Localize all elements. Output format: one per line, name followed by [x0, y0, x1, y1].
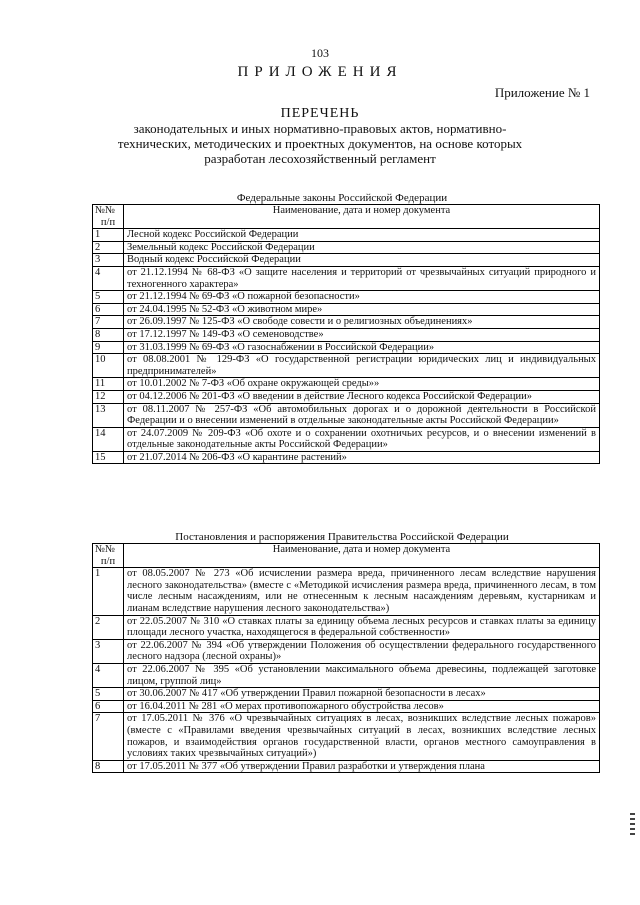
row-document: Лесной кодекс Российской Федерации — [124, 229, 600, 242]
table-row — [93, 303, 600, 316]
row-number: 8 — [93, 328, 124, 341]
table-row — [93, 254, 600, 267]
table-row — [93, 663, 600, 687]
row-document: от 22.06.2007 № 395 «Об установлении максимального объема древесины, подлежащей заготовке лицом, группой лиц» — [124, 663, 600, 687]
row-document: от 08.11.2007 № 257-ФЗ «Об автомобильных дорогах и о дорожной деятельности в Российской Федерации и о внесении изменений в отдельные законодательные акты Российской Федерации» — [124, 403, 600, 427]
row-number: 2 — [93, 241, 124, 254]
row-document: от 10.01.2002 № 7-ФЗ «Об охране окружающей среды»» — [124, 378, 600, 391]
row-number: 3 — [93, 639, 124, 663]
table-row — [93, 760, 600, 773]
row-document: от 22.05.2007 № 310 «О ставках платы за единицу объема лесных ресурсов и ставках платы за единицу площади лесного участка, находящегося в федеральной собственности» — [124, 615, 600, 639]
row-document: от 16.04.2011 № 281 «О мерах противопожарного обустройства лесов» — [124, 700, 600, 713]
row-document: от 24.07.2009 № 209-ФЗ «Об охоте и о сохранении охотничьих ресурсов, и о внесении изменений в отдельные законодательные акты Российской Федерации» — [124, 427, 600, 451]
row-number: 4 — [93, 266, 124, 290]
row-document: от 17.05.2011 № 376 «О чрезвычайных ситуациях в лесах, возникших вследствие лесных пожаров» (вместе с «Правилами введения чрезвычайных ситуаций в лесах, возникших вследствие лесных пожаров, и взаимодействия органов государственной власти, органов местного самоуправления в условиях таких чрезвычайных ситуаций») — [124, 713, 600, 760]
title-line-1: законодательных и иных нормативно-правовых актов, нормативно- — [133, 121, 507, 136]
table-header-row — [93, 205, 600, 229]
table-row — [93, 241, 600, 254]
row-number: 6 — [93, 700, 124, 713]
row-document: от 22.06.2007 № 394 «Об утверждении Положения об осуществлении федерального государственного лесного надзора (лесной охраны)» — [124, 639, 600, 663]
section-title-government-decrees: Постановления и распоряжения Правительства Российской Федерации — [175, 531, 509, 543]
row-number: 12 — [93, 390, 124, 403]
row-document: от 08.08.2001 № 129-ФЗ «О государственной регистрации юридических лиц и индивидуальных предпринимателей» — [124, 354, 600, 378]
row-number: 10 — [93, 354, 124, 378]
row-number: 2 — [93, 615, 124, 639]
table-row — [93, 341, 600, 354]
document-title — [60, 106, 580, 166]
table-row — [93, 316, 600, 329]
row-document: от 17.12.1997 № 149-ФЗ «О семеноводстве» — [124, 328, 600, 341]
row-number: 3 — [93, 254, 124, 267]
table-row — [93, 688, 600, 701]
table-row — [93, 451, 600, 464]
row-number: 4 — [93, 663, 124, 687]
row-document: от 26.09.1997 № 125-ФЗ «О свободе совести и о религиозных объединениях» — [124, 316, 600, 329]
row-number: 7 — [93, 713, 124, 760]
table-row — [93, 390, 600, 403]
federal-laws-table — [92, 204, 600, 464]
row-document: от 30.06.2007 № 417 «Об утверждении Правил пожарной безопасности в лесах» — [124, 688, 600, 701]
row-number: 5 — [93, 688, 124, 701]
column-header-number: №№ п/п — [93, 544, 124, 568]
row-document: Земельный кодекс Российской Федерации — [124, 241, 600, 254]
row-document: Водный кодекс Российской Федерации — [124, 254, 600, 267]
title-line-3: разработан лесохозяйственный регламент — [204, 151, 436, 166]
row-document: от 24.04.1995 № 52-ФЗ «О животном мире» — [124, 303, 600, 316]
row-number: 11 — [93, 378, 124, 391]
row-number: 1 — [93, 229, 124, 242]
table-row — [93, 639, 600, 663]
government-decrees-table — [92, 543, 600, 773]
title-heading: ПЕРЕЧЕНЬ — [280, 106, 360, 121]
table-row — [93, 266, 600, 290]
table-row — [93, 568, 600, 615]
table-row — [93, 229, 600, 242]
row-number: 1 — [93, 568, 124, 615]
row-number: 6 — [93, 303, 124, 316]
row-number: 7 — [93, 316, 124, 329]
table-row — [93, 354, 600, 378]
row-document: от 21.12.1994 № 68-ФЗ «О защите населения и территорий от чрезвычайных ситуаций природного и техногенного характера» — [124, 266, 600, 290]
table-row — [93, 713, 600, 760]
row-document: от 04.12.2006 № 201-ФЗ «О введении в действие Лесного кодекса Российской Федерации» — [124, 390, 600, 403]
table-row — [93, 378, 600, 391]
table-row — [93, 700, 600, 713]
table-row — [93, 328, 600, 341]
annex-label: Приложение № 1 — [494, 85, 590, 100]
section-title-federal-laws: Федеральные законы Российской Федерации — [236, 192, 448, 204]
table-row — [93, 291, 600, 304]
table-header-row — [93, 544, 600, 568]
table-row — [93, 403, 600, 427]
row-number: 9 — [93, 341, 124, 354]
row-document: от 08.05.2007 № 273 «Об исчислении размера вреда, причиненного лесам вследствие нарушения лесного законодательства» (вместе с «Методикой исчисления размера вреда, причиненного лесам, в том числе лесным насаждениям, или не отнесенным к лесным насаждениям деревьям, кустарникам и лианам вследствие нарушения лесного законодательства») — [124, 568, 600, 615]
table-row — [93, 615, 600, 639]
row-document: от 21.12.1994 № 69-ФЗ «О пожарной безопасности» — [124, 291, 600, 304]
row-document: от 21.07.2014 № 206-ФЗ «О карантине растений» — [124, 451, 600, 464]
title-line-2: технических, методических и проектных документов, на основе которых — [117, 136, 523, 151]
column-header-document: Наименование, дата и номер документа — [124, 205, 600, 229]
appendices-heading: ПРИЛОЖЕНИЯ — [237, 64, 403, 80]
scan-margin-marks — [630, 810, 638, 850]
table-row — [93, 427, 600, 451]
page-number: 103 — [311, 46, 329, 60]
row-number: 13 — [93, 403, 124, 427]
row-number: 15 — [93, 451, 124, 464]
row-number: 5 — [93, 291, 124, 304]
column-header-number: №№ п/п — [93, 205, 124, 229]
row-number: 8 — [93, 760, 124, 773]
row-number: 14 — [93, 427, 124, 451]
row-document: от 31.03.1999 № 69-ФЗ «О газоснабжении в Российской Федерации» — [124, 341, 600, 354]
row-document: от 17.05.2011 № 377 «Об утверждении Правил разработки и утверждения плана — [124, 760, 600, 773]
column-header-document: Наименование, дата и номер документа — [124, 544, 600, 568]
